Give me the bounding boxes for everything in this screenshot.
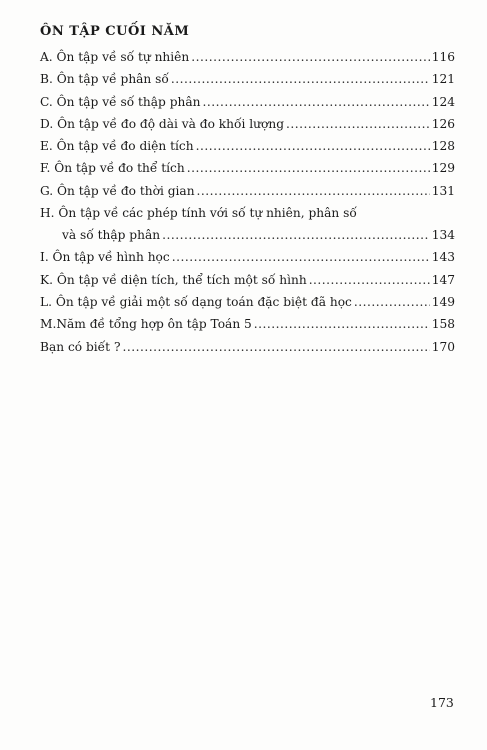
toc-entry xyxy=(40,206,455,242)
page-number: 173 xyxy=(430,695,454,710)
toc-entry xyxy=(40,50,455,64)
toc-entry-page: 158 xyxy=(431,317,455,332)
toc-entry-title: Bạn có biết ? xyxy=(40,339,121,354)
dot-leader xyxy=(197,184,430,198)
section-title: ÔN TẬP CUỐI NĂM xyxy=(40,24,190,39)
toc-entry xyxy=(40,161,455,175)
dot-leader xyxy=(354,295,430,309)
toc-entry xyxy=(40,340,455,354)
dot-leader xyxy=(196,139,430,153)
toc-entry-title: L. Ôn tập về giải một số dạng toán đặc biệt đã học xyxy=(40,294,352,309)
dot-leader xyxy=(187,161,430,175)
toc-entry-title: B. Ôn tập về phân số xyxy=(40,72,169,87)
toc-entry-page: 126 xyxy=(431,116,455,131)
toc-entry-page: 134 xyxy=(431,228,455,243)
dot-leader xyxy=(254,317,430,331)
toc-entry xyxy=(40,117,455,131)
toc-entry-title: I. Ôn tập về hình học xyxy=(40,250,170,265)
toc-entry xyxy=(40,317,455,331)
dot-leader xyxy=(162,228,430,242)
toc-entry-page: 116 xyxy=(431,50,455,64)
toc-entry-title: A. Ôn tập về số tự nhiên xyxy=(40,50,190,64)
toc-entry xyxy=(40,295,455,309)
toc-entry-page: 124 xyxy=(431,94,455,109)
toc-entry-page: 131 xyxy=(431,183,455,198)
toc-entry-page: 149 xyxy=(431,294,455,309)
toc-entry-title: D. Ôn tập về đo độ dài và đo khối lượng xyxy=(40,116,284,131)
toc-entry-title: M.Năm đề tổng hợp ôn tập Toán 5 xyxy=(40,317,252,332)
toc-entry xyxy=(40,184,455,198)
toc-entry-title: G. Ôn tập về đo thời gian xyxy=(40,183,195,198)
table-of-contents xyxy=(40,50,455,362)
dot-leader xyxy=(309,273,430,287)
toc-entry xyxy=(40,72,455,86)
toc-entry-page: 170 xyxy=(431,339,455,354)
toc-entry-page: 121 xyxy=(431,72,455,87)
dot-leader xyxy=(123,340,430,354)
toc-entry xyxy=(40,273,455,287)
toc-entry xyxy=(40,95,455,109)
toc-entry-title-continued: và số thập phân xyxy=(62,228,161,243)
toc-entry xyxy=(40,250,455,264)
dot-leader xyxy=(172,250,430,264)
toc-entry-continuation xyxy=(40,228,455,242)
toc-entry-title: C. Ôn tập về số thập phân xyxy=(40,94,201,109)
dot-leader xyxy=(203,95,430,109)
toc-entry-title: F. Ôn tập về đo thể tích xyxy=(40,161,185,176)
toc-entry-page: 128 xyxy=(431,139,455,154)
toc-entry-title: E. Ôn tập về đo diện tích xyxy=(40,139,194,154)
toc-entry xyxy=(40,139,455,153)
dot-leader xyxy=(171,72,430,86)
toc-entry-page: 143 xyxy=(431,250,455,265)
toc-entry-title: K. Ôn tập về diện tích, thể tích một số hình xyxy=(40,272,307,287)
toc-entry-title: H. Ôn tập về các phép tính với số tự nhiên, phân số xyxy=(40,206,357,221)
dot-leader xyxy=(286,117,430,131)
dot-leader xyxy=(191,50,430,64)
toc-entry-page: 147 xyxy=(431,272,455,287)
toc-entry-page: 129 xyxy=(431,161,455,176)
